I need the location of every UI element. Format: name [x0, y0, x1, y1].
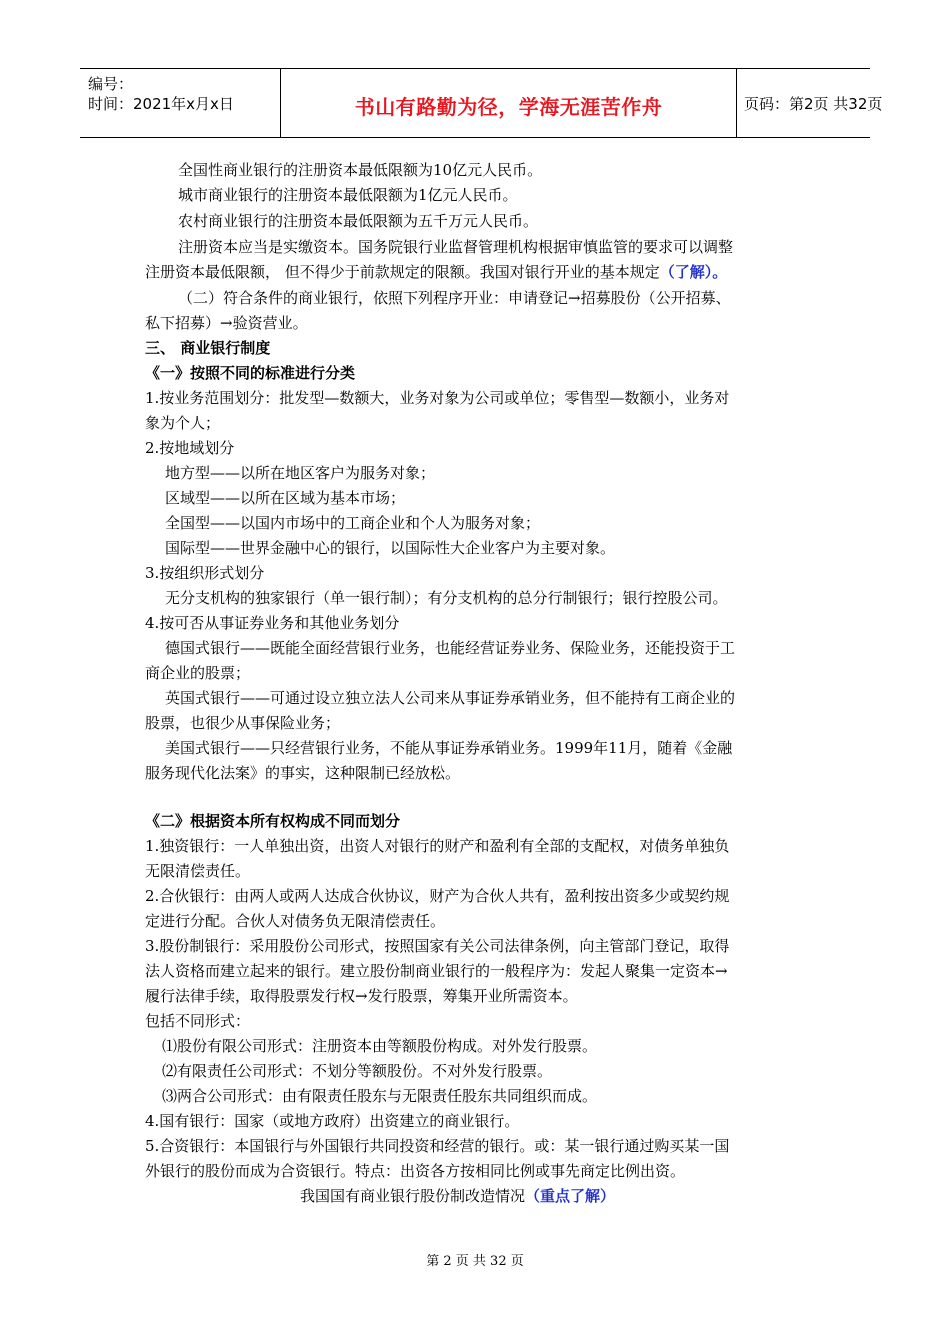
- body-line: 5.合资银行：本国银行与外国银行共同投资和经营的银行。或：某一银行通过购买某一国: [145, 1137, 730, 1155]
- body-line: 全国型——以国内市场中的工商企业和个人为服务对象；: [165, 514, 541, 532]
- body-line: [300, 1186, 615, 1206]
- body-line: [145, 262, 727, 282]
- body-line: 2.按地域划分: [145, 439, 235, 457]
- body-line: 4.按可否从事证券业务和其他业务划分: [145, 614, 400, 632]
- body-line: 农村商业银行的注册资本最低限额为五千万元人民币。: [178, 212, 539, 230]
- body-line: 外银行的股份而成为合资银行。特点：出资各方按相同比例或事先商定比例出资。: [145, 1162, 686, 1180]
- body-line: 1.按业务范围划分：批发型—数额大，业务对象为公司或单位；零售型—数额小，业务对: [145, 389, 730, 407]
- body-line: 股票，也很少从事保险业务；: [145, 714, 341, 732]
- body-line: 全国性商业银行的注册资本最低限额为10亿元人民币。: [178, 161, 543, 179]
- body-line-text: 我国国有商业银行股份制改造情况: [300, 1187, 526, 1205]
- doc-date-label: 时间：2021年x月x日: [88, 95, 234, 113]
- body-line: 履行法律手续，取得股票发行权→发行股票，筹集开业所需资本。: [145, 987, 578, 1005]
- body-line: 德国式银行——既能全面经营银行业务，也能经营证券业务、保险业务，还能投资于工: [165, 639, 736, 657]
- body-line: （二）符合条件的商业银行，依照下列程序开业：申请登记→招募股份（公开招募、: [178, 289, 731, 307]
- body-line: 2.合伙银行：由两人或两人达成合伙协议，财产为合伙人共有，盈利按出资多少或契约规: [145, 887, 730, 905]
- body-line: ⑵有限责任公司形式：不划分等额股份。不对外发行股票。: [162, 1062, 553, 1080]
- body-line: 私下招募）→验资营业。: [145, 314, 308, 332]
- body-line: 3.股份制银行：采用股份公司形式，按照国家有关公司法律条例，向主管部门登记，取得: [145, 937, 730, 955]
- page-indicator: 页码：第2页 共32页: [744, 95, 883, 113]
- doc-code-label: 编号：: [88, 75, 134, 93]
- body-line: 3.按组织形式划分: [145, 564, 265, 582]
- body-line: 定进行分配。合伙人对债务负无限清偿责任。: [145, 912, 446, 930]
- body-line: 服务现代化法案》的事实，这种限制已经放松。: [145, 764, 461, 782]
- subsection-heading: 《二》根据资本所有权构成不同而划分: [145, 812, 401, 830]
- body-line: 无分支机构的独家银行（单一银行制）；有分支机构的总分行制银行；银行控股公司。: [165, 589, 728, 607]
- header-info-cell: [80, 69, 280, 137]
- body-line-text: 注册资本最低限额， 但不得少于前款规定的限额。我国对银行开业的基本规定: [145, 263, 660, 281]
- body-line: 4.国有银行：国家（或地方政府）出资建立的商业银行。: [145, 1112, 520, 1130]
- body-line: 英国式银行——可通过设立独立法人公司来从事证券承销业务，但不能持有工商企业的: [165, 689, 736, 707]
- body-line: 商企业的股票；: [145, 664, 251, 682]
- body-line: 地方型——以所在地区客户为服务对象；: [165, 464, 436, 482]
- body-line: 包括不同形式：: [145, 1012, 251, 1030]
- body-line: 无限清偿责任。: [145, 862, 251, 880]
- page-footer: 第 2 页 共 32 页: [426, 1254, 524, 1269]
- body-line: ⑴股份有限公司形式：注册资本由等额股份构成。对外发行股票。: [162, 1037, 598, 1055]
- body-line: 注册资本应当是实缴资本。国务院银行业监督管理机构根据审慎监管的要求可以调整: [178, 238, 734, 256]
- body-line: ⑶两合公司形式：由有限责任股东与无限责任股东共同组织而成。: [162, 1087, 598, 1105]
- body-line: 象为个人；: [145, 414, 221, 432]
- body-line: 1.独资银行：一人单独出资，出资人对银行的财产和盈利有全部的支配权，对债务单独负: [145, 837, 730, 855]
- body-line: 法人资格而建立起来的银行。建立股份制商业银行的一般程序为：发起人聚集一定资本→: [145, 962, 728, 980]
- header-page-cell: [736, 69, 883, 137]
- body-line: 区域型——以所在区域为基本市场；: [165, 489, 406, 507]
- section-heading: 三、 商业银行制度: [145, 339, 271, 357]
- highlight-note: （重点了解）: [525, 1187, 616, 1205]
- subsection-heading: 《一》按照不同的标准进行分类: [145, 364, 356, 382]
- header-motto-cell: [280, 69, 737, 137]
- body-line: 城市商业银行的注册资本最低限额为1亿元人民币。: [178, 186, 518, 204]
- header-table: [80, 68, 883, 138]
- motto-text: 书山有路勤为径，学海无涯苦作舟: [354, 95, 663, 119]
- body-line: 美国式银行——只经营银行业务，不能从事证券承销业务。1999年11月，随着《金融: [165, 739, 733, 757]
- body-line: 国际型——世界金融中心的银行，以国际性大企业客户为主要对象。: [165, 539, 616, 557]
- highlight-note: （了解）。: [659, 263, 728, 281]
